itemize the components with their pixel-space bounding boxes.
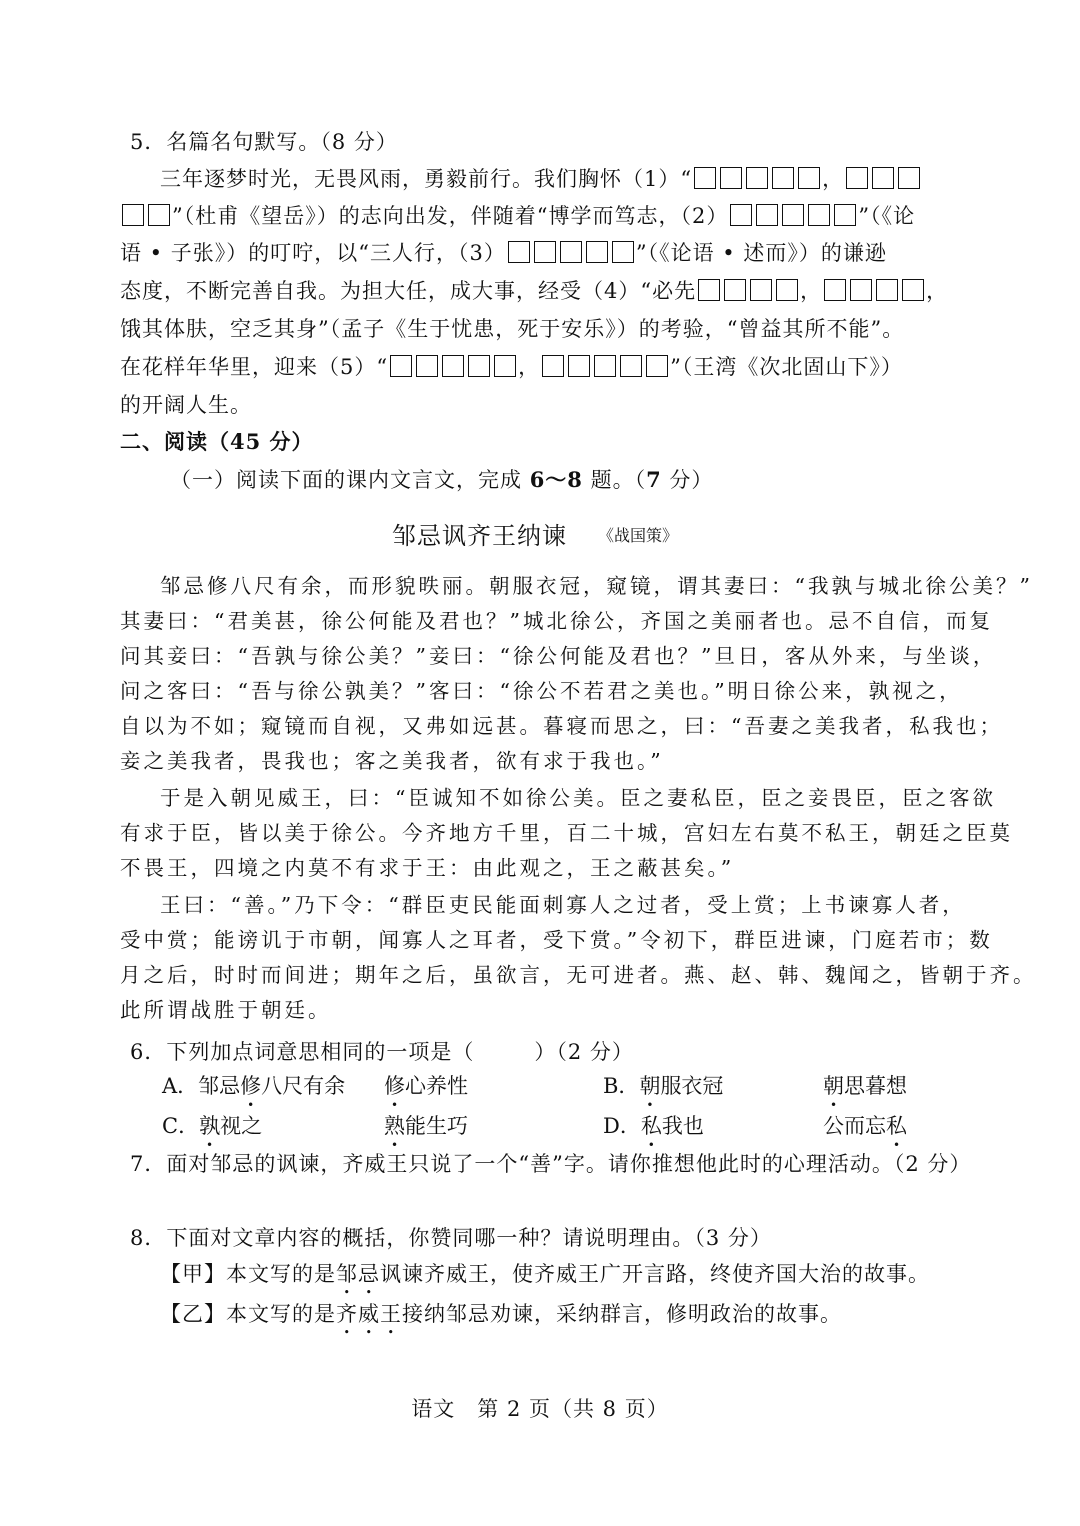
q5-line-1: 三年逐梦时光，无畏风雨，勇毅前行。我们胸怀（1）“ ， bbox=[160, 161, 1005, 197]
blank-3[interactable] bbox=[506, 235, 636, 271]
passage-title: 邹忌讽齐王纳谏 bbox=[392, 522, 567, 550]
q6-option-b[interactable]: B．朝服衣冠 bbox=[603, 1074, 724, 1098]
q8-option-yi: 【乙】本文写的是齐威王接纳邹忌劝谏，采纳群言，修明政治的故事。 bbox=[160, 1302, 842, 1326]
blank-1b[interactable] bbox=[844, 161, 922, 197]
passage-line: 妾之美我者，畏我也；客之美我者，欲有求于我也。” bbox=[120, 749, 664, 773]
passage-line: 受中赏；能谤讥于市朝，闻寡人之耳者，受下赏。”令初下，群臣进谏，门庭若市；数 bbox=[120, 928, 993, 952]
section2-subheading: （一）阅读下面的课内文言文，完成 6～8 题。（7 分） bbox=[170, 467, 714, 492]
q6-stem: 6．下列加点词意思相同的一项是（ ）（2 分） bbox=[130, 1040, 634, 1064]
q5-line-2: ”（杜甫《望岳》）的志向出发，伴随着“博学而笃志，（2） ”（《论 bbox=[120, 198, 965, 234]
q5-line-6: 在花样年华里，迎来（5）“ ， ”（王湾《次北固山下》） bbox=[120, 349, 965, 385]
q5-line-5: 饿其体肤，空乏其身”（孟子《生于忧患，死于安乐》）的考验，“曾益其所不能”。 bbox=[120, 317, 905, 341]
passage-line: 月之后，时时而间进；期年之后，虽欲言，无可进者。燕、赵、韩、魏闻之，皆朝于齐。 bbox=[120, 963, 1037, 987]
q6-option-c[interactable]: C．孰视之 bbox=[162, 1114, 263, 1138]
blank-4b[interactable] bbox=[822, 273, 926, 309]
q6-option-c-compare: 熟能生巧 bbox=[384, 1114, 468, 1138]
passage-line: 此所谓战胜于朝廷。 bbox=[120, 998, 332, 1022]
q7-stem: 7．面对邹忌的讽谏，齐威王只说了一个“善”字。请你推想他此时的心理活动。（2 分） bbox=[130, 1152, 972, 1176]
blank-1a[interactable] bbox=[692, 161, 822, 197]
blank-5b[interactable] bbox=[540, 349, 670, 385]
passage-line: 有求于臣，皆以美于徐公。今齐地方千里，百二十城，宫妇左右莫不私王，朝廷之臣莫 bbox=[120, 821, 1013, 845]
passage-line: 其妻曰：“君美甚，徐公何能及君也？”城北徐公，齐国之美丽者也。忌不自信，而复 bbox=[120, 609, 993, 633]
q6-option-a-compare: 修心养性 bbox=[384, 1074, 468, 1098]
q8-stem: 8．下面对文章内容的概括，你赞同哪一种？请说明理由。（3 分） bbox=[130, 1226, 772, 1250]
passage-line: 王曰：“善。”乃下令：“群臣吏民能面刺寡人之过者，受上赏；上书谏寡人者， bbox=[160, 893, 966, 917]
q5-line-3: 语 • 子张》）的叮咛，以“三人行，（3） ”（《论语 • 述而》）的谦逊 bbox=[120, 235, 965, 271]
section2-heading: 二、阅读（45 分） bbox=[120, 429, 314, 454]
q6-option-d[interactable]: D．私我也 bbox=[603, 1114, 704, 1138]
passage-line: 不畏王，四境之内莫不有求于王：由此观之，王之蔽甚矣。” bbox=[120, 856, 735, 880]
passage-line: 邹忌修八尺有余，而形貌昳丽。朝服衣冠，窥镜，谓其妻曰：“我孰与城北徐公美？” bbox=[160, 574, 1033, 598]
passage-line: 于是入朝见威王，曰：“臣诚知不如徐公美。臣之妻私臣，臣之妾畏臣，臣之客欲 bbox=[160, 786, 996, 810]
q6-option-b-compare: 朝思暮想 bbox=[823, 1074, 907, 1098]
blank-2[interactable] bbox=[728, 198, 858, 234]
passage-line: 问之客曰：“吾与徐公孰美？”客曰：“徐公不若君之美也。”明日徐公来，孰视之， bbox=[120, 679, 963, 703]
q6-option-a[interactable]: A．邹忌修八尺有余 bbox=[162, 1074, 346, 1098]
passage-line: 自以为不如；窥镜而自视，又弗如远甚。暮寝而思之，曰：“吾妻之美我者，私我也； bbox=[120, 714, 1003, 738]
q8-option-jia: 【甲】本文写的是邹忌讽谏齐威王，使齐威王广开言路，终使齐国大治的故事。 bbox=[160, 1262, 930, 1286]
q5-line-4: 态度，不断完善自我。为担大任，成大事，经受（4）“必先 ， ， bbox=[120, 273, 965, 309]
blank-4a[interactable] bbox=[696, 273, 800, 309]
page-footer: 语文 第 2 页（共 8 页） bbox=[411, 1397, 669, 1421]
blank-1c[interactable] bbox=[120, 198, 172, 234]
passage-line: 问其妾曰：“吾孰与徐公美？”妾曰：“徐公何能及君也？”旦日，客从外来，与坐谈， bbox=[120, 644, 997, 668]
blank-5a[interactable] bbox=[388, 349, 518, 385]
q5-line-7: 的开阔人生。 bbox=[120, 393, 252, 417]
passage-source: 《战国策》 bbox=[598, 526, 679, 545]
q5-heading: 5．名篇名句默写。（8 分） bbox=[130, 130, 398, 154]
q6-option-d-compare: 公而忘私 bbox=[823, 1114, 907, 1138]
